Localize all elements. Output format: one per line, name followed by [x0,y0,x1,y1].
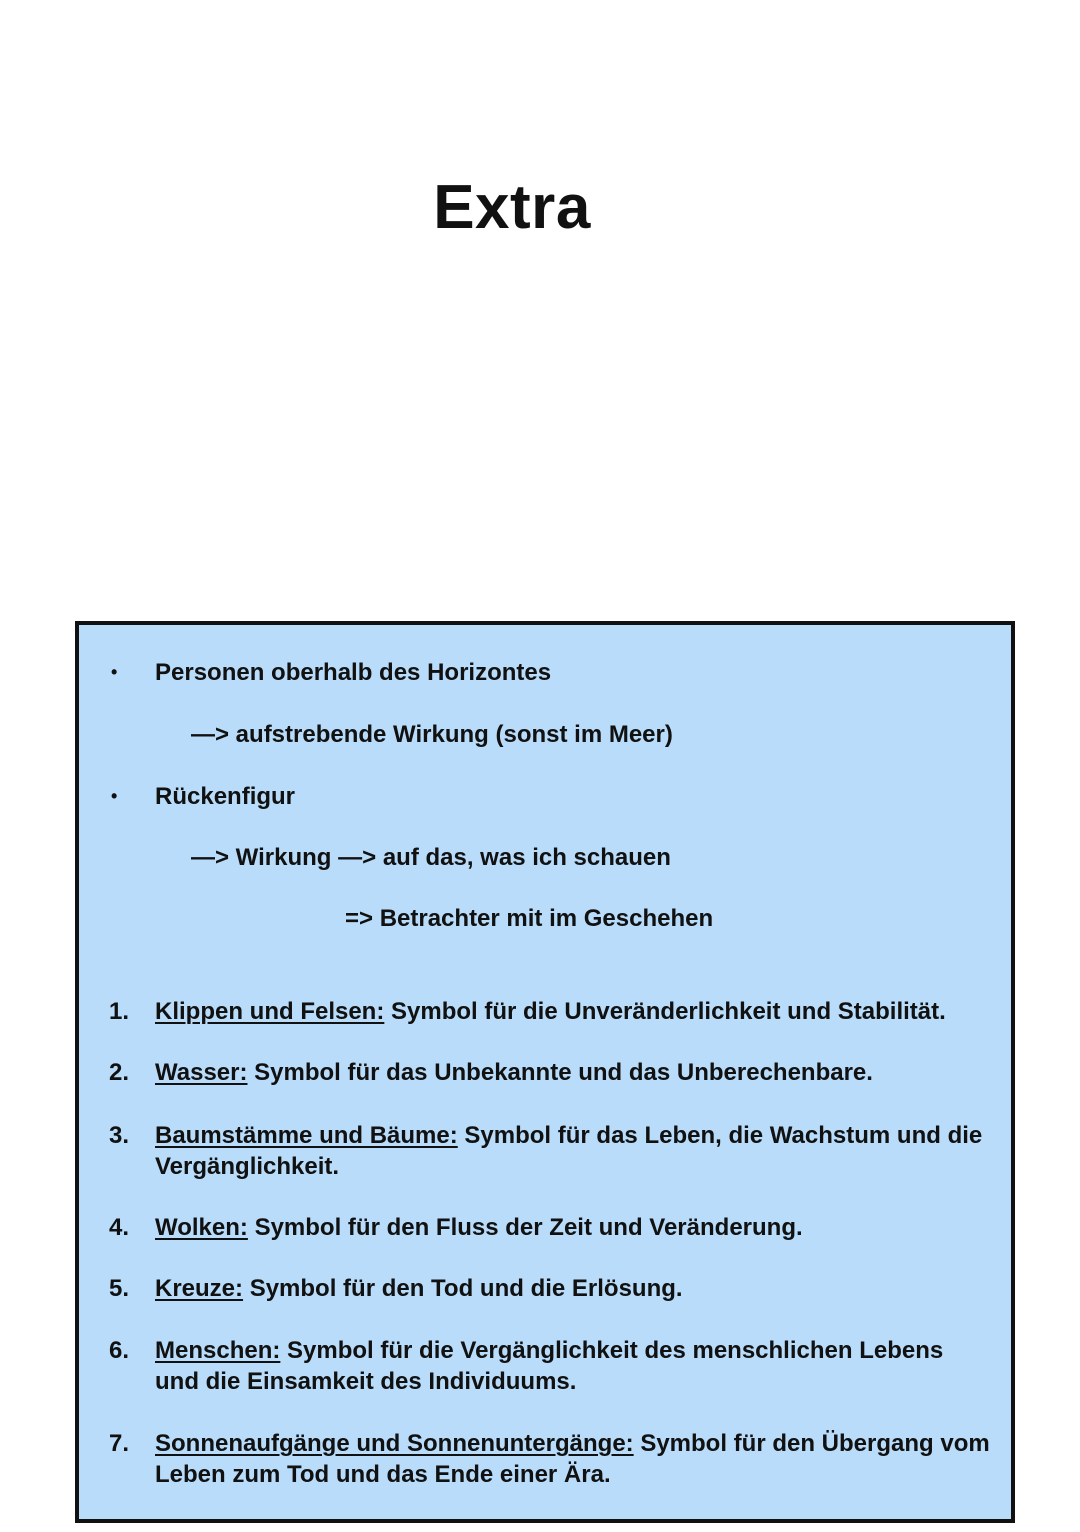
list-text [155,1273,991,1304]
list-number: 7. [109,1430,130,1457]
list-term: Wasser: [155,1059,248,1086]
list-text [155,1335,991,1397]
list-description: Symbol für das Leben, die Wachstum und die Vergänglichkeit. [155,1122,983,1180]
bullet-marker: • [111,786,118,806]
list-text [155,1212,991,1243]
list-description: Symbol für den Tod und die Erlösung. [243,1275,683,1302]
bullet-item: Personen oberhalb des Horizontes [155,659,552,686]
list-text [155,996,991,1027]
list-text [155,1057,991,1088]
list-text [155,1428,991,1490]
list-description: Symbol für die Unveränderlichkeit und Stabilität. [384,998,946,1025]
bullet-marker: • [111,662,118,682]
list-number: 4. [109,1214,130,1241]
list-number: 2. [109,1059,130,1086]
list-term: Menschen: [155,1337,281,1364]
list-description: Symbol für das Unbekannte und das Unberechenbare. [247,1059,873,1086]
list-number: 5. [109,1275,130,1302]
bullet-conclusion: => Betrachter mit im Geschehen [345,905,714,932]
list-number: 1. [109,998,130,1025]
list-term: Wolken: [155,1214,248,1241]
list-description: Symbol für den Fluss der Zeit und Veränderung. [247,1214,803,1241]
list-term: Kreuze: [155,1275,244,1302]
page-title: Extra [433,173,591,242]
bullet-subline: —> Wirkung —> auf das, was ich schauen [191,844,671,871]
list-description: Symbol für die Vergänglichkeit des menschlichen Lebens und die Einsamkeit des Individuums. [155,1337,944,1395]
list-term: Baumstämme und Bäume: [155,1122,458,1149]
bullet-item: Rückenfigur [155,783,296,810]
content-box [75,621,1015,1523]
list-term: Klippen und Felsen: [155,998,385,1025]
list-text [155,1120,991,1182]
list-description: Symbol für den Übergang vom Leben zum Tod und das Ende einer Ära. [155,1430,990,1488]
list-number: 6. [109,1337,130,1364]
bullet-subline: —> aufstrebende Wirkung (sonst im Meer) [191,721,673,748]
list-term: Sonnenaufgänge und Sonnenuntergänge: [155,1430,634,1457]
list-number: 3. [109,1122,130,1149]
